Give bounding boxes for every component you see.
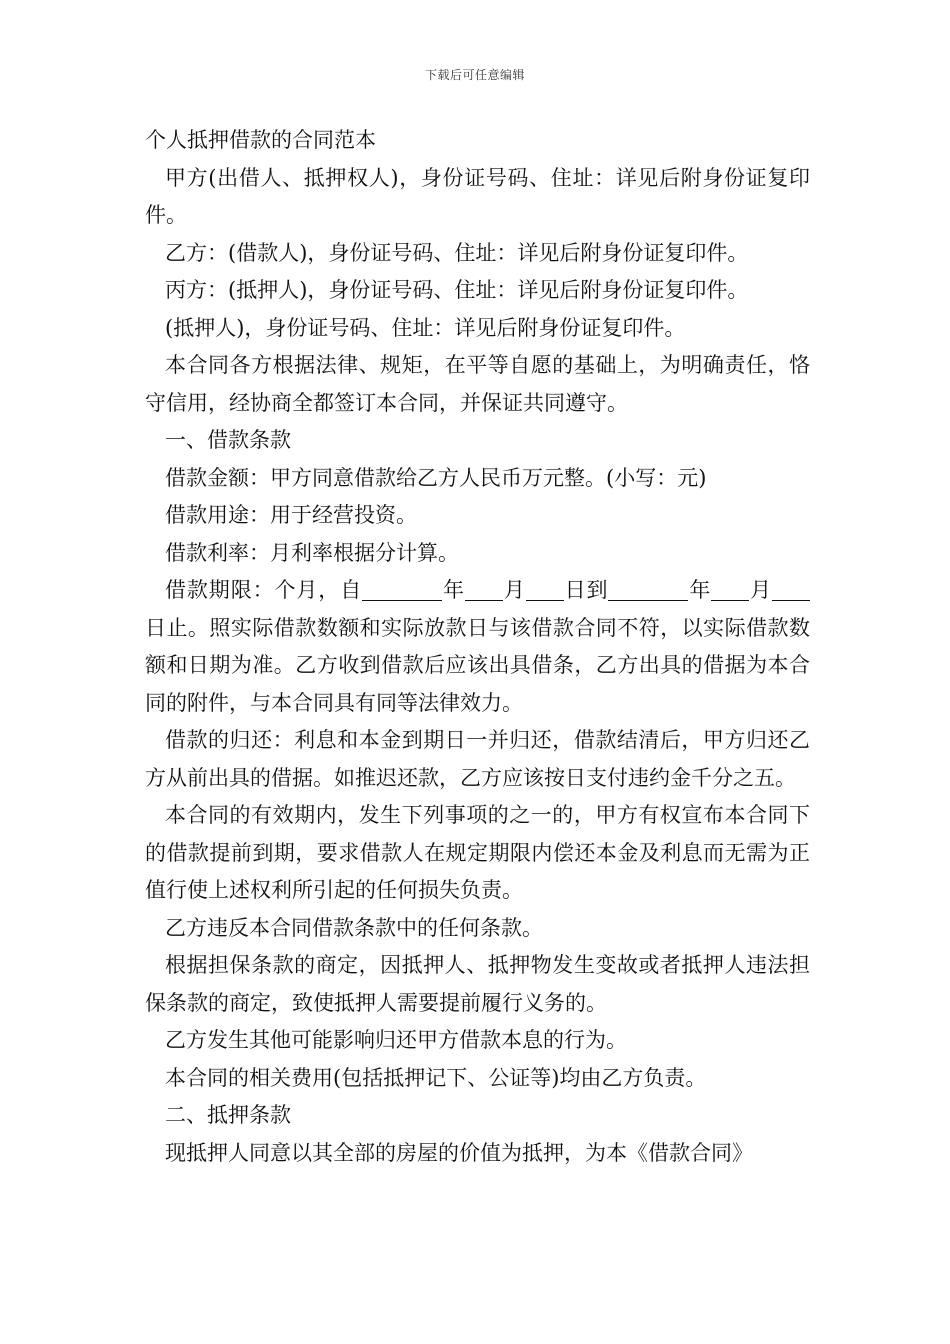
mortgage-intro-paragraph: 现抵押人同意以其全部的房屋的价值为抵押，为本《借款合同》: [165, 1140, 753, 1165]
start-month-blank: [465, 579, 503, 601]
section-2-heading: 二、抵押条款: [165, 1103, 291, 1127]
month-label-2: 月: [749, 578, 773, 602]
party-a-paragraph: 甲方(出借人、抵押权人)，身份证号码、住址：详见后附身份证复印件。: [145, 165, 810, 227]
loan-term-paragraph: [145, 572, 810, 722]
repayment-paragraph: 借款的归还：利息和本金到期日一并归还，借款结清后，甲方归还乙方从前出具的借据。如推迟还款，乙方应该按日支付违约金千分之五。: [145, 728, 810, 790]
start-year-blank: [362, 579, 442, 601]
party-b-paragraph: 乙方：(借款人)，身份证号码、住址：详见后附身份证复印件。: [165, 240, 749, 265]
document-body: [145, 122, 810, 1172]
end-month-blank: [711, 579, 749, 601]
year-label-2: 年: [688, 578, 712, 602]
party-d-paragraph: (抵押人)，身份证号码、住址：详见后附身份证复印件。: [165, 315, 686, 340]
section-1-heading: 一、借款条款: [165, 428, 291, 452]
document-title: 个人抵押借款的合同范本: [145, 128, 376, 152]
loan-term-prefix: 借款期限：个月，自: [165, 578, 363, 602]
party-c-paragraph: 丙方：(抵押人)，身份证号码、住址：详见后附身份证复印件。: [165, 278, 749, 302]
event-2-paragraph: 根据担保条款的商定，因抵押人、抵押物发生变故或者抵押人违法担保条款的商定，致使抵押人需要提前履行义务的。: [145, 953, 810, 1015]
end-day-blank: [772, 579, 810, 601]
loan-purpose-paragraph: 借款用途：用于经营投资。: [165, 503, 417, 527]
month-label: 月: [502, 578, 526, 602]
preamble-paragraph: 本合同各方根据法律、规矩，在平等自愿的基础上，为明确责任，恪守信用，经协商全都签订本合同，并保证共同遵守。: [145, 353, 810, 415]
fees-paragraph: 本合同的相关费用(包括抵押记下、公证等)均由乙方负责。: [165, 1065, 707, 1090]
day-to-label: 日到: [563, 578, 609, 602]
year-label: 年: [442, 578, 465, 602]
event-3-paragraph: 乙方发生其他可能影响归还甲方借款本息的行为。: [165, 1028, 627, 1052]
loan-rate-paragraph: 借款利率：月利率根据分计算。: [165, 540, 459, 565]
loan-term-rest: 日止。照实际借款数额和实际放款日与该借款合同不符，以实际借款数额和日期为准。乙方收到借款后应该出具借条，乙方出具的借据为本合同的附件，与本合同具有同等法律效力。: [145, 615, 810, 715]
start-day-blank: [526, 579, 564, 601]
loan-amount-paragraph: 借款金额：甲方同意借款给乙方人民币万元整。(小写：元): [165, 465, 707, 490]
event-1-paragraph: 乙方违反本合同借款条款中的任何条款。: [165, 915, 543, 940]
acceleration-paragraph: 本合同的有效期内，发生下列事项的之一的，甲方有权宣布本合同下的借款提前到期，要求借款人在规定期限内偿还本金及利息而无需为正值行使上述权利所引起的任何损失负责。: [145, 803, 810, 902]
header-note: 下载后可任意编辑: [424, 68, 525, 82]
end-year-blank: [608, 579, 688, 601]
